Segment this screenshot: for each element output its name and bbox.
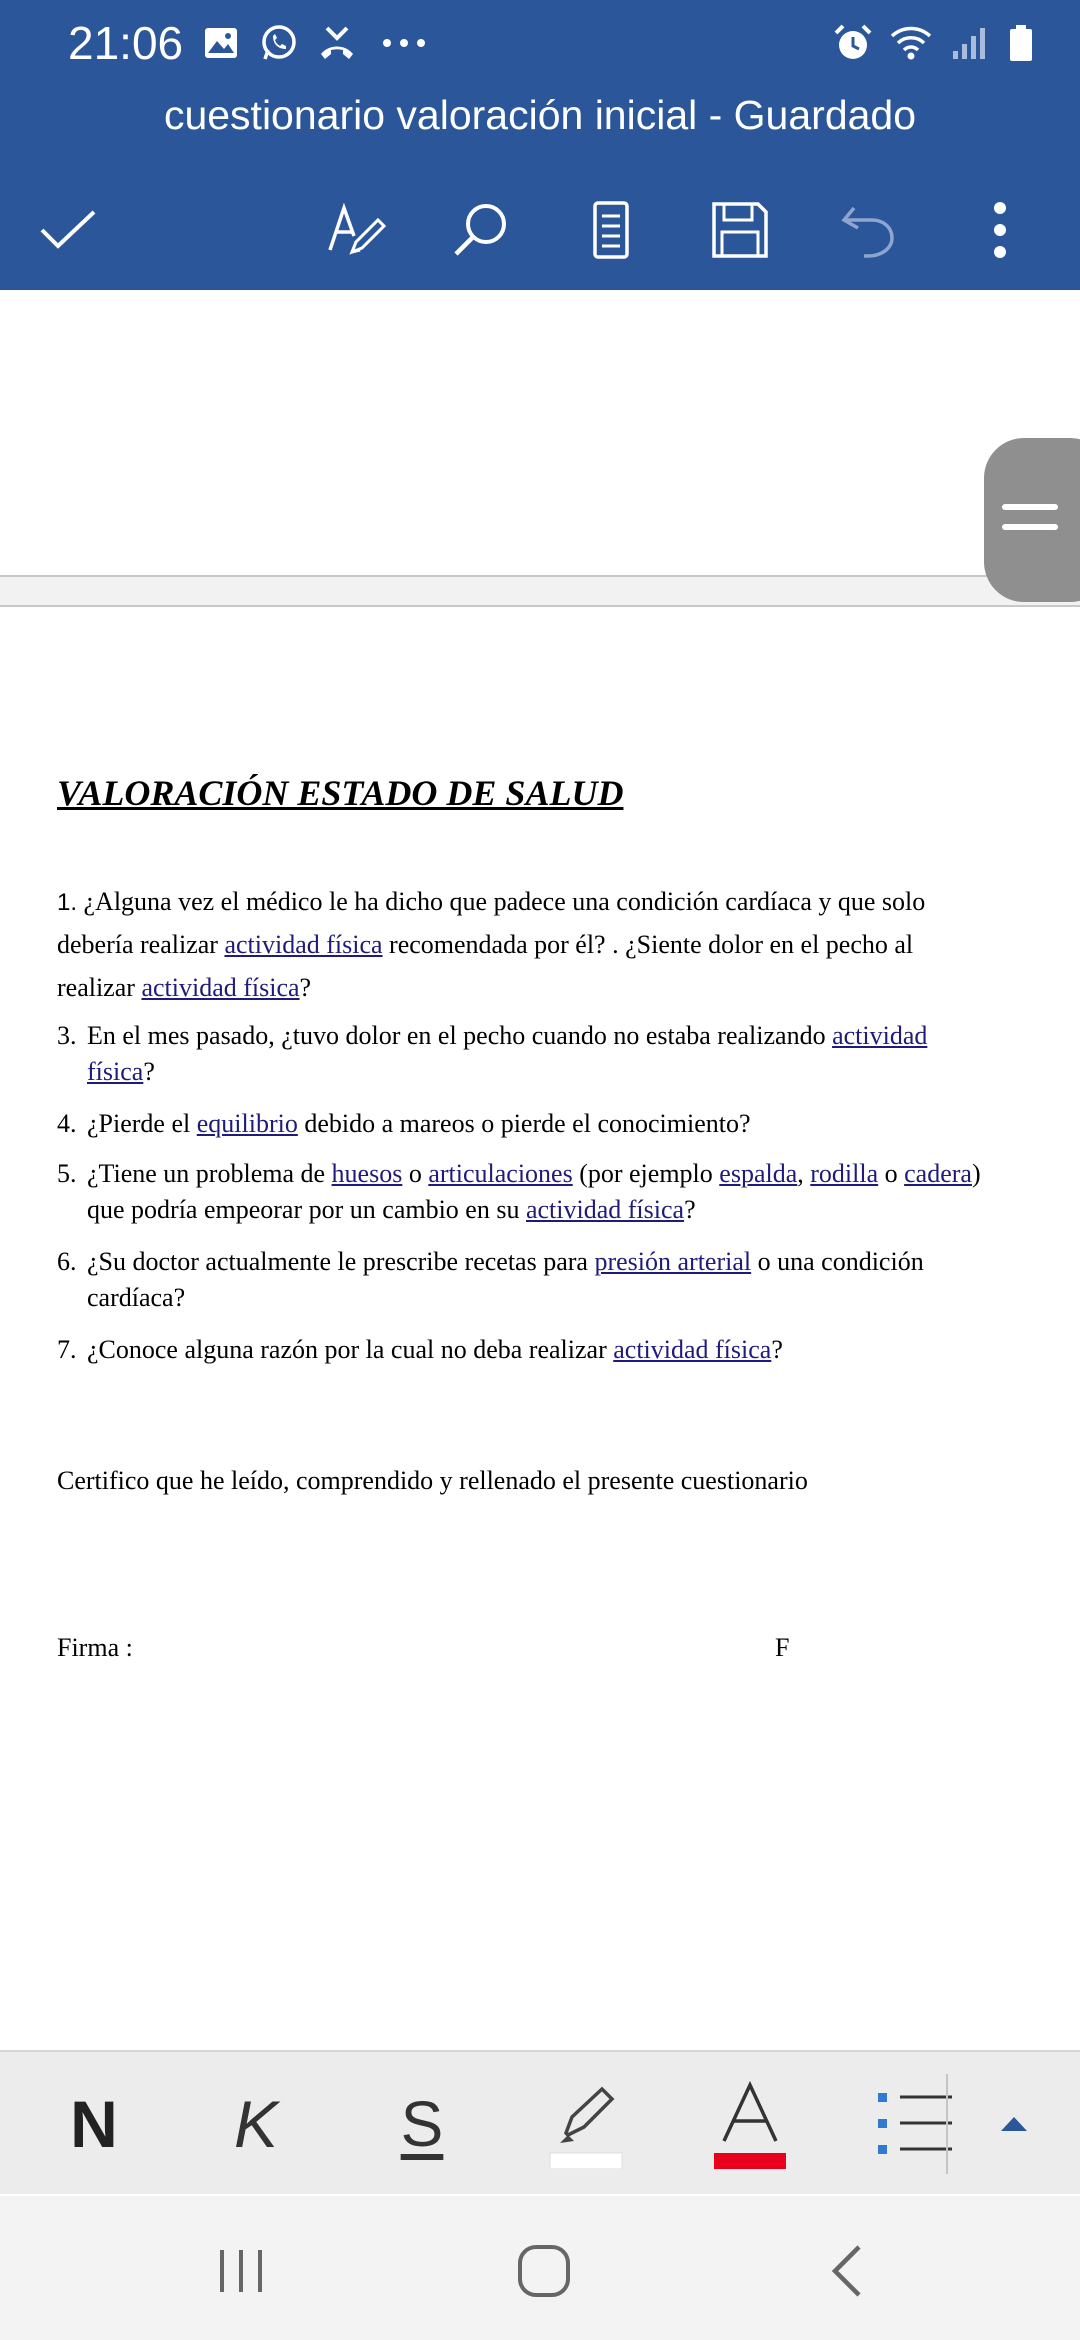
link-articulaciones[interactable]: articulaciones bbox=[428, 1159, 573, 1188]
recent-apps-icon[interactable] bbox=[196, 2226, 286, 2316]
link-espalda[interactable]: espalda bbox=[719, 1159, 798, 1188]
highlight-color-swatch bbox=[550, 2153, 622, 2169]
question-5-number: 5. bbox=[57, 1159, 77, 1188]
link-huesos[interactable]: huesos bbox=[331, 1159, 403, 1188]
scroll-handle[interactable] bbox=[984, 438, 1080, 602]
question-1-line-1: 1. ¿Alguna vez el médico le ha dicho que padece una condición cardíaca y que solo bbox=[57, 887, 926, 916]
bold-button[interactable]: N bbox=[70, 2087, 118, 2161]
format-toolbar bbox=[0, 2050, 1080, 2194]
question-4-number: 4. bbox=[57, 1109, 77, 1138]
system-nav-bar bbox=[0, 2196, 1080, 2340]
edit-pen-icon[interactable] bbox=[320, 194, 392, 266]
link-actividad-fisica[interactable]: actividad física bbox=[224, 930, 383, 959]
back-icon[interactable] bbox=[802, 2226, 892, 2316]
alarm-icon bbox=[832, 22, 874, 64]
link-equilibrio[interactable]: equilibrio bbox=[196, 1109, 298, 1138]
bullet-list-icon bbox=[874, 2089, 954, 2159]
question-6-number: 6. bbox=[57, 1247, 77, 1276]
more-vertical-icon[interactable] bbox=[964, 194, 1036, 266]
signature-right-text: F bbox=[775, 1633, 790, 1662]
italic-button[interactable]: K bbox=[233, 2087, 279, 2161]
gallery-icon bbox=[200, 22, 242, 64]
toolbar-divider bbox=[946, 2074, 948, 2174]
font-color-swatch bbox=[714, 2153, 786, 2169]
status-time: 21:06 bbox=[68, 17, 184, 69]
search-icon[interactable] bbox=[446, 194, 518, 266]
highlighter-icon bbox=[546, 2079, 626, 2169]
signature-label: Firma : bbox=[57, 1633, 133, 1662]
link-rodilla[interactable]: rodilla bbox=[810, 1159, 879, 1188]
link-cadera[interactable]: cadera bbox=[904, 1159, 972, 1188]
missed-call-icon bbox=[316, 22, 358, 64]
link-presion-arterial[interactable]: presión arterial bbox=[594, 1247, 752, 1276]
certify-statement: Certifico que he leído, comprendido y rellenado el presente cuestionario bbox=[57, 1466, 808, 1495]
highlight-button[interactable] bbox=[536, 2074, 636, 2174]
page-break bbox=[0, 575, 1080, 607]
link-fisica[interactable]: física bbox=[87, 1057, 144, 1086]
link-actividad-fisica[interactable]: actividad física bbox=[525, 1195, 685, 1224]
link-actividad-fisica[interactable]: actividad física bbox=[141, 973, 300, 1002]
chevron-up-icon bbox=[999, 2115, 1029, 2133]
status-bar bbox=[0, 0, 1080, 86]
question-1-number: 1. bbox=[57, 889, 78, 916]
question-3-number: 3. bbox=[57, 1021, 77, 1050]
question-1-line-2: debería realizar actividad física recomendada por él? . ¿Siente dolor en el pecho al bbox=[57, 930, 914, 959]
app-header bbox=[0, 0, 1080, 290]
font-color-button[interactable] bbox=[700, 2074, 800, 2174]
undo-icon[interactable] bbox=[832, 194, 904, 266]
document-title: cuestionario valoración inicial - Guardado bbox=[163, 92, 917, 138]
font-color-icon bbox=[710, 2079, 790, 2169]
whatsapp-icon bbox=[258, 22, 300, 64]
underline-button[interactable]: S bbox=[400, 2088, 444, 2160]
home-icon[interactable] bbox=[499, 2226, 589, 2316]
check-icon[interactable] bbox=[32, 194, 104, 266]
mobile-view-icon[interactable] bbox=[575, 194, 647, 266]
more-dots-icon bbox=[374, 22, 434, 64]
link-actividad[interactable]: actividad bbox=[832, 1021, 928, 1050]
battery-icon bbox=[1006, 22, 1036, 64]
app-toolbar bbox=[0, 180, 1080, 280]
question-7-number: 7. bbox=[57, 1335, 77, 1364]
bullet-list-button[interactable] bbox=[864, 2074, 964, 2174]
signal-icon bbox=[948, 22, 990, 64]
save-icon[interactable] bbox=[704, 194, 776, 266]
wifi-icon bbox=[890, 22, 932, 64]
document-heading: VALORACIÓN ESTADO DE SALUD bbox=[57, 773, 624, 813]
expand-toolbar-button[interactable] bbox=[964, 2074, 1064, 2174]
question-1-line-3: realizar actividad física? bbox=[57, 973, 312, 1002]
link-actividad-fisica[interactable]: actividad física bbox=[613, 1335, 772, 1364]
